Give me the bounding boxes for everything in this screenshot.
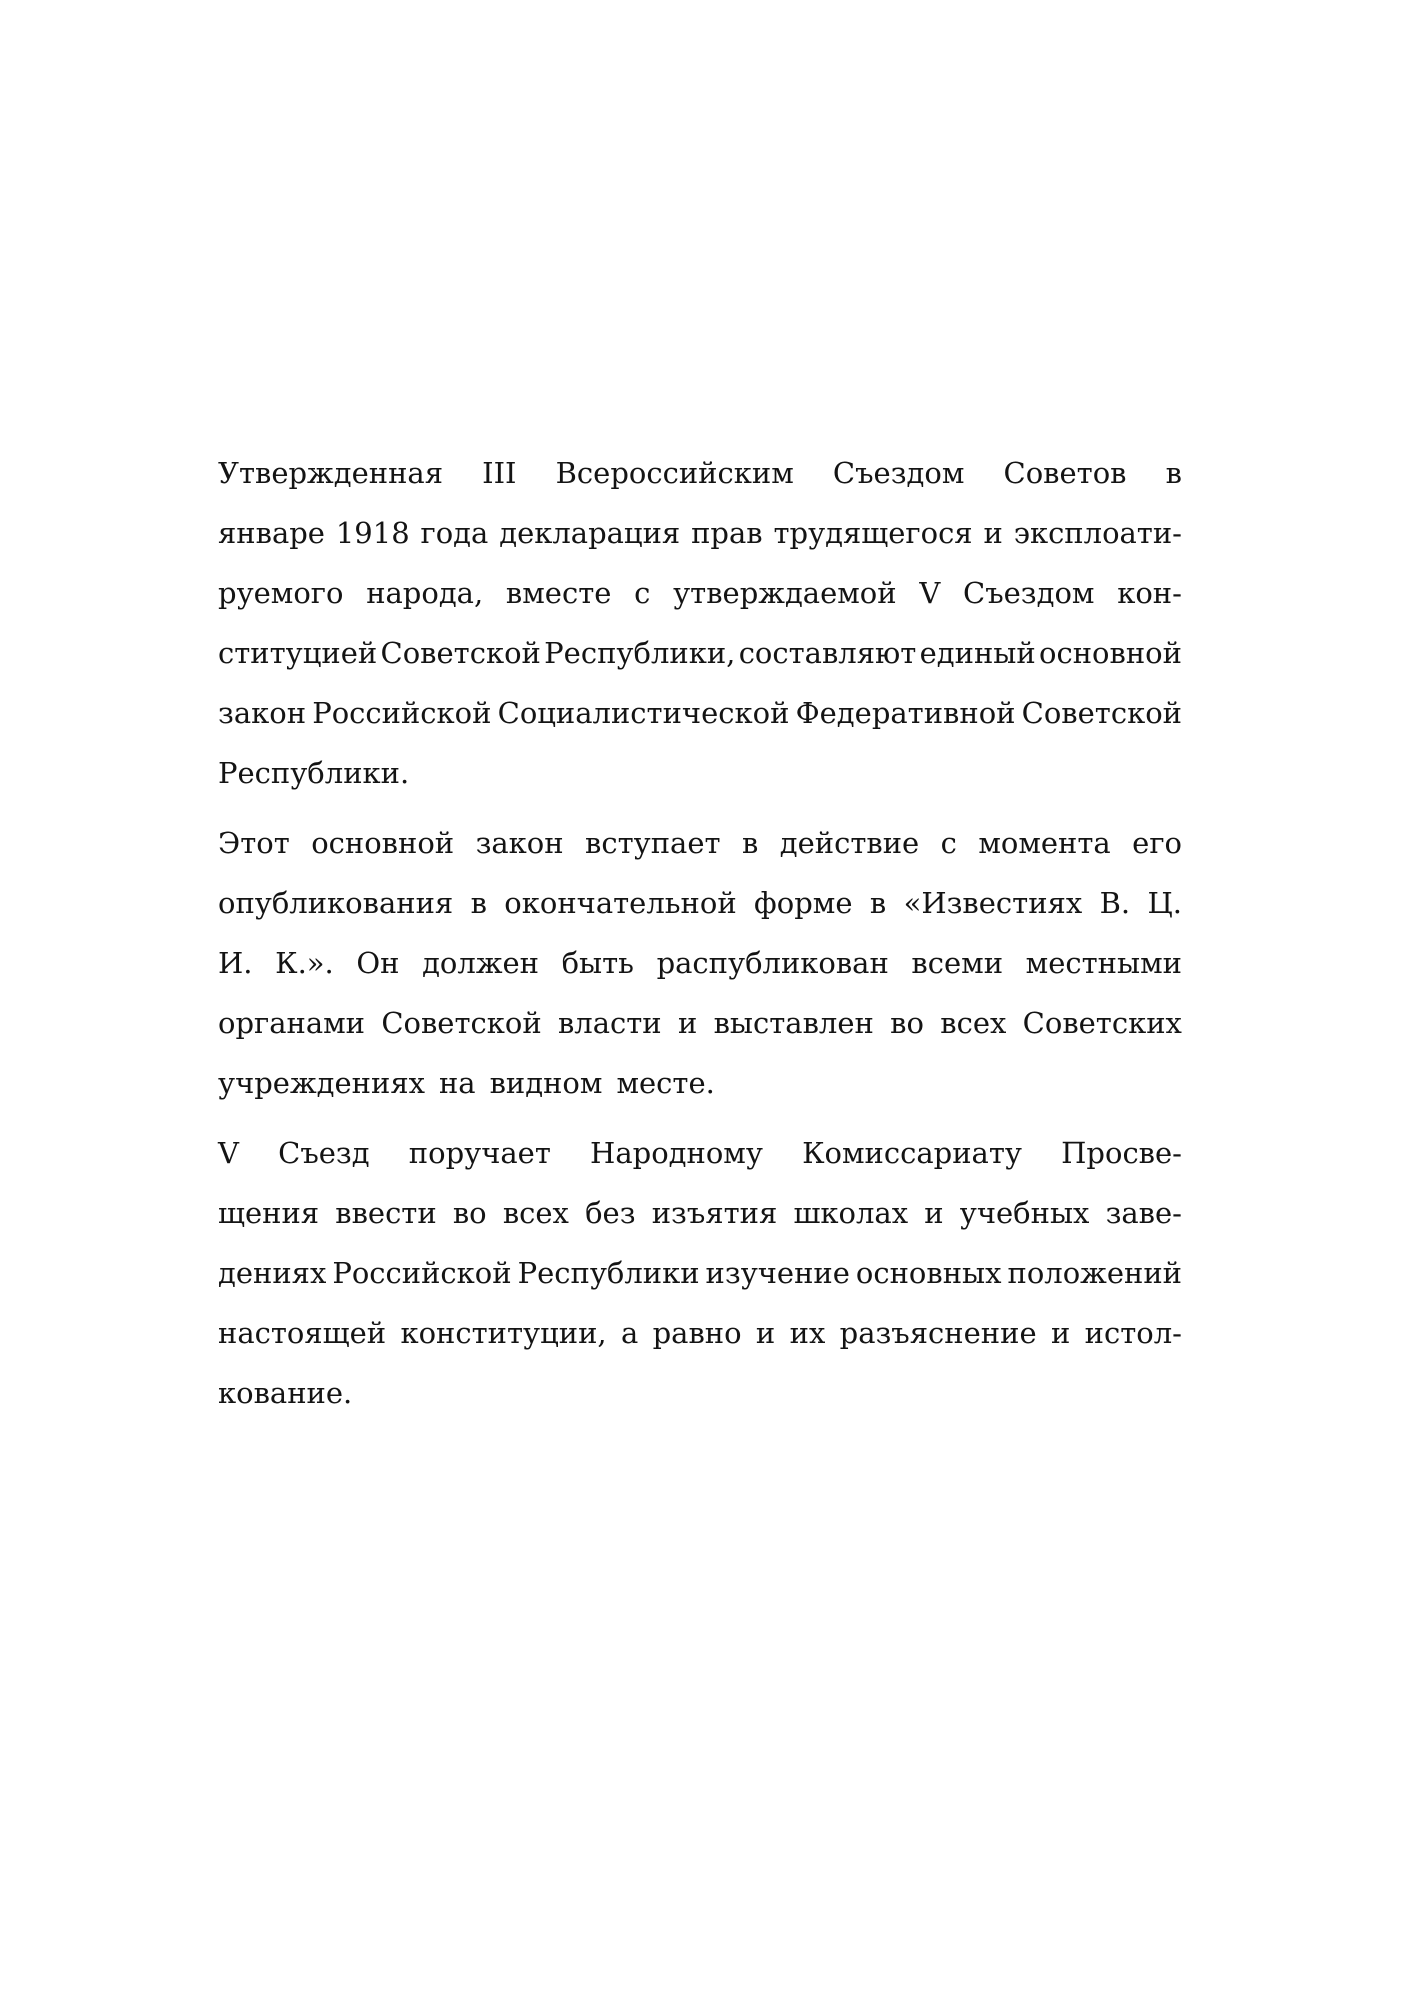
word: 1918 bbox=[335, 516, 410, 550]
word: всеми bbox=[911, 946, 1004, 980]
word: Народному bbox=[590, 1136, 763, 1170]
word: равно bbox=[652, 1316, 742, 1350]
text-line bbox=[218, 443, 1182, 503]
word: дениях bbox=[218, 1256, 327, 1290]
word: И. bbox=[218, 946, 253, 980]
word: Советской bbox=[380, 636, 541, 670]
word: заве- bbox=[1105, 1196, 1182, 1230]
word: быть bbox=[561, 946, 634, 980]
word: местными bbox=[1025, 946, 1182, 980]
word: вступает bbox=[585, 826, 721, 860]
word: декларация bbox=[499, 516, 681, 550]
word: закон bbox=[218, 696, 307, 730]
word: V bbox=[218, 1136, 239, 1170]
text-line bbox=[218, 873, 1182, 933]
word: Комиссариату bbox=[802, 1136, 1022, 1170]
word: Российской bbox=[332, 1256, 512, 1290]
word: распубликован bbox=[656, 946, 889, 980]
word: без bbox=[585, 1196, 636, 1230]
word: Советских bbox=[1022, 1006, 1182, 1040]
word: и bbox=[1050, 1316, 1071, 1350]
word: Республики bbox=[517, 1256, 700, 1290]
word: народа, bbox=[366, 576, 484, 610]
word: их bbox=[789, 1316, 826, 1350]
word: с bbox=[634, 576, 651, 610]
word: Ц. bbox=[1147, 886, 1182, 920]
word: опубликования bbox=[218, 886, 454, 920]
word: кон- bbox=[1117, 576, 1182, 610]
word: кование. bbox=[218, 1376, 353, 1410]
text-line bbox=[218, 1363, 1182, 1423]
word: истол- bbox=[1084, 1316, 1182, 1350]
word: в bbox=[869, 886, 887, 920]
word: во bbox=[452, 1196, 487, 1230]
word: основной bbox=[311, 826, 455, 860]
word: действие bbox=[779, 826, 920, 860]
text-line bbox=[218, 563, 1182, 623]
text-line bbox=[218, 813, 1182, 873]
word: года bbox=[420, 516, 489, 550]
word: закон bbox=[475, 826, 564, 860]
text-line bbox=[218, 1123, 1182, 1183]
word: школах bbox=[793, 1196, 909, 1230]
text-line bbox=[218, 743, 1182, 803]
word: Утвержденная bbox=[218, 456, 443, 490]
paragraph bbox=[218, 1123, 1182, 1423]
word: основной bbox=[1039, 636, 1182, 670]
word: в bbox=[741, 826, 759, 860]
word: трудящегося bbox=[773, 516, 973, 550]
word: во bbox=[890, 1006, 924, 1040]
word: форме bbox=[754, 886, 853, 920]
word: и bbox=[924, 1196, 944, 1230]
word: видном bbox=[489, 1066, 603, 1100]
word: положений bbox=[1007, 1256, 1182, 1290]
word: Он bbox=[356, 946, 400, 980]
word: власти bbox=[557, 1006, 662, 1040]
text-line bbox=[218, 1053, 1182, 1113]
word: «Известиях bbox=[903, 886, 1083, 920]
word: Советов bbox=[1003, 456, 1127, 490]
word: выставлен bbox=[713, 1006, 874, 1040]
word: ституцией bbox=[218, 636, 378, 670]
word: его bbox=[1132, 826, 1182, 860]
word: в bbox=[1165, 456, 1182, 490]
word: К.». bbox=[275, 946, 334, 980]
word: Всероссийским bbox=[555, 456, 794, 490]
word: а bbox=[620, 1316, 639, 1350]
word: Республики. bbox=[218, 756, 410, 790]
text-line bbox=[218, 933, 1182, 993]
word: поручает bbox=[408, 1136, 551, 1170]
word: должен bbox=[422, 946, 539, 980]
declaration-text bbox=[218, 443, 1182, 1433]
word: учреждениях bbox=[218, 1066, 425, 1100]
word: и bbox=[983, 516, 1003, 550]
word: месте. bbox=[616, 1066, 715, 1100]
word: Федеративной bbox=[795, 696, 1016, 730]
word: на bbox=[438, 1066, 476, 1100]
word: в bbox=[470, 886, 487, 920]
text-line bbox=[218, 503, 1182, 563]
word: изъятия bbox=[651, 1196, 778, 1230]
word: конституции, bbox=[400, 1316, 607, 1350]
word: момента bbox=[978, 826, 1111, 860]
word: окончательной bbox=[504, 886, 737, 920]
word: Съезд bbox=[278, 1136, 370, 1170]
word: В. bbox=[1099, 886, 1131, 920]
paragraph bbox=[218, 813, 1182, 1113]
word: Просве- bbox=[1061, 1136, 1182, 1170]
word: единый bbox=[919, 636, 1036, 670]
word: Советской bbox=[1021, 696, 1182, 730]
word: всех bbox=[940, 1006, 1007, 1040]
text-line bbox=[218, 993, 1182, 1053]
word: эксплоати- bbox=[1013, 516, 1182, 550]
word: утверждаемой bbox=[673, 576, 897, 610]
word: щения bbox=[218, 1196, 320, 1230]
word: V bbox=[919, 576, 941, 610]
word: изучение bbox=[705, 1256, 850, 1290]
word: Советской bbox=[381, 1006, 542, 1040]
text-line bbox=[218, 683, 1182, 743]
word: с bbox=[940, 826, 957, 860]
word: Республики, bbox=[544, 636, 736, 670]
word: учебных bbox=[959, 1196, 1090, 1230]
word: всех bbox=[502, 1196, 569, 1230]
word: Этот bbox=[218, 826, 290, 860]
word: Российской bbox=[312, 696, 492, 730]
word: Социалистической bbox=[497, 696, 790, 730]
word: основных bbox=[855, 1256, 1002, 1290]
word: вместе bbox=[505, 576, 612, 610]
word: разъяснение bbox=[839, 1316, 1037, 1350]
word: и bbox=[755, 1316, 776, 1350]
paragraph bbox=[218, 443, 1182, 803]
word: настоящей bbox=[218, 1316, 387, 1350]
word: составляют bbox=[738, 636, 917, 670]
word: Съездом bbox=[832, 456, 965, 490]
word: ввести bbox=[335, 1196, 437, 1230]
text-line bbox=[218, 1183, 1182, 1243]
word: Съездом bbox=[963, 576, 1095, 610]
word: и bbox=[677, 1006, 698, 1040]
text-line bbox=[218, 1303, 1182, 1363]
text-line bbox=[218, 1243, 1182, 1303]
word: прав bbox=[691, 516, 763, 550]
word: III bbox=[482, 456, 517, 490]
word: руемого bbox=[218, 576, 344, 610]
text-line bbox=[218, 623, 1182, 683]
word: органами bbox=[218, 1006, 366, 1040]
word: январе bbox=[218, 516, 325, 550]
